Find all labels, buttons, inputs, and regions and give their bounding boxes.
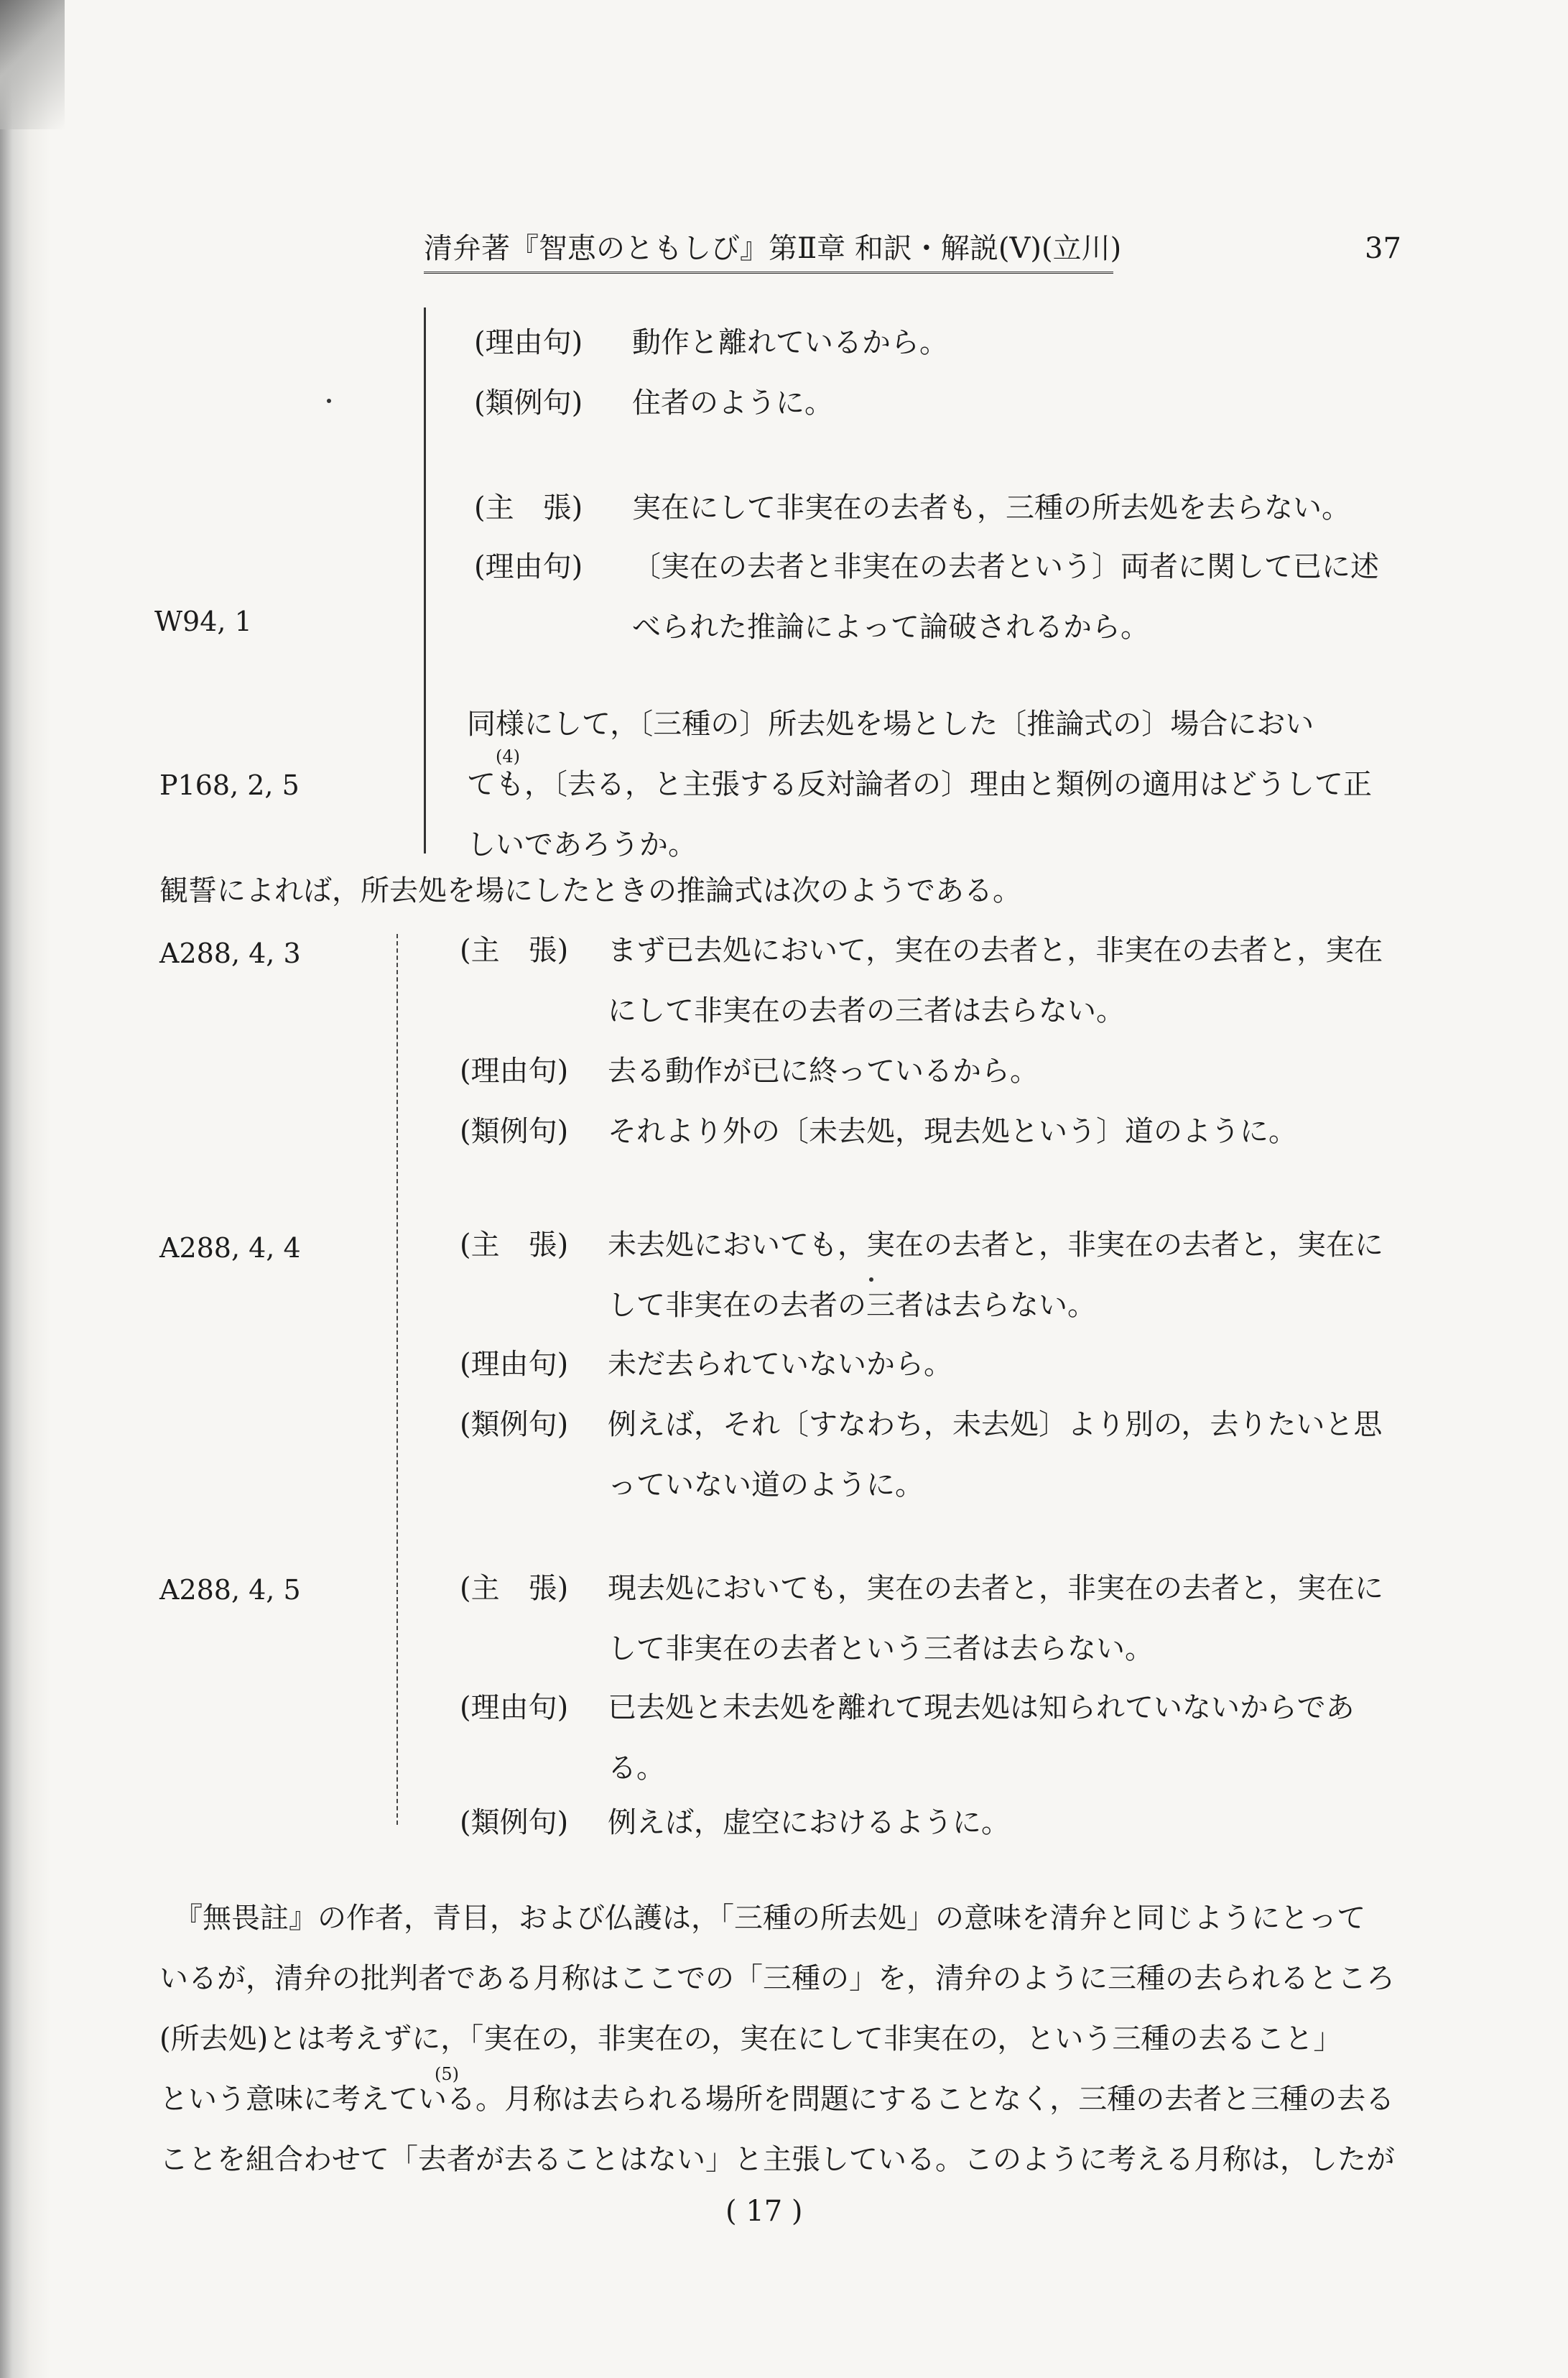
syllogism-text: 〔実在の去者と非実在の去者という〕両者に関して已に述 べられた推論によって論破されるから。 — [632, 550, 1379, 644]
syllogism-text: まず已去処において，実在の去者と，非実在の去者と，実在 にして非実在の去者の三者は去らない。 — [608, 934, 1383, 1027]
syllogism-text: 現去処においても，実在の去者と，非実在の去者と，実在に して非実在の去者という三者は去らない。 — [608, 1572, 1383, 1665]
speck — [327, 399, 331, 403]
syllogism-text: それより外の〔未去処，現去処という〕道のように。 — [608, 1115, 1297, 1148]
margin-rule-dashed — [396, 934, 398, 1825]
syllogism-label: (類例句) — [474, 387, 583, 420]
syllogism-text: 例えば，それ〔すなわち，未去処〕より別の，去りたいと思 っていない道のように。 — [608, 1408, 1383, 1502]
syllogism-label: (主 張) — [460, 1229, 569, 1262]
syllogism-text: 已去処と未去処を離れて現去処は知られていないからであ る。 — [608, 1691, 1355, 1785]
scan-shadow-corner — [0, 0, 65, 129]
syllogism-text: 動作と離れているから。 — [632, 326, 948, 359]
syllogism-label: (理由句) — [460, 1055, 569, 1088]
syllogism-text: 未去処においても，実在の去者と，非実在の去者と，実在に して非実在の去者の三者は去らない。 — [608, 1229, 1383, 1322]
syllogism-text: 未だ去られていないから。 — [608, 1348, 952, 1381]
syllogism-text: 実在にして非実在の去者も，三種の所去処を去らない。 — [632, 491, 1350, 524]
syllogism-label: (類例句) — [460, 1806, 569, 1839]
syllogism-label: (理由句) — [460, 1348, 569, 1381]
margin-reference: A288, 4, 3 — [159, 938, 301, 969]
running-title: 清弁著『智恵のともしび』第Ⅱ章 和訳・解説(Ⅴ)(立川) — [424, 228, 1113, 274]
syllogism-label: (理由句) — [460, 1691, 569, 1724]
syllogism-text: 例えば，虚空におけるように。 — [608, 1806, 1010, 1839]
margin-rule-solid — [424, 307, 426, 853]
margin-reference: W94, 1 — [154, 606, 252, 637]
syllogism-text: 住者のように。 — [632, 387, 833, 420]
syllogism-label: (類例句) — [460, 1115, 569, 1148]
syllogism-label: (理由句) — [474, 550, 583, 583]
margin-reference: A288, 4, 4 — [159, 1232, 301, 1264]
folio: ( 17 ) — [725, 2195, 803, 2228]
syllogism-label: (主 張) — [460, 1572, 569, 1605]
scan-shadow-left — [0, 0, 50, 2378]
syllogism-text: 去る動作が已に終っているから。 — [608, 1055, 1039, 1088]
note-marker: (4) — [496, 746, 520, 767]
syllogism-label: (類例句) — [460, 1408, 569, 1441]
margin-reference: A288, 4, 5 — [159, 1574, 301, 1606]
margin-reference: P168, 2, 5 — [159, 769, 300, 801]
note-marker: (5) — [435, 2064, 459, 2084]
paragraph-indented: 同様にして，〔三種の〕所去処を場とした〔推論式の〕場合におい ても，〔去る，と主張する反対論者の〕理由と類例の適用はどうして正 しいであろうか。 — [467, 708, 1372, 861]
syllogism-label: (主 張) — [474, 491, 583, 524]
final-paragraph: 『無畏註』の作者，青目，および仏護は，「三種の所去処」の意味を清弁と同じようにとって いるが，清弁の批判者である月称はここでの「三種の」を，清弁のように三種の去られるところ (所去処)とは考えずに，「実在の，非実在の，実在にして非実在の，という三種の去ること」 という意味に考えている。月称は去られる場所を問題にすることなく，三種の去者と三種の去る ことを組合わせて「去者が去ることはない」と主張している。このように考える月称は，したが — [159, 1902, 1395, 2176]
syllogism-label: (主 張) — [460, 934, 569, 967]
page-number: 37 — [1365, 232, 1401, 265]
intro-line: 観誓によれば，所去処を場にしたときの推論式は次のようである。 — [159, 874, 1021, 907]
syllogism-label: (理由句) — [474, 326, 583, 359]
